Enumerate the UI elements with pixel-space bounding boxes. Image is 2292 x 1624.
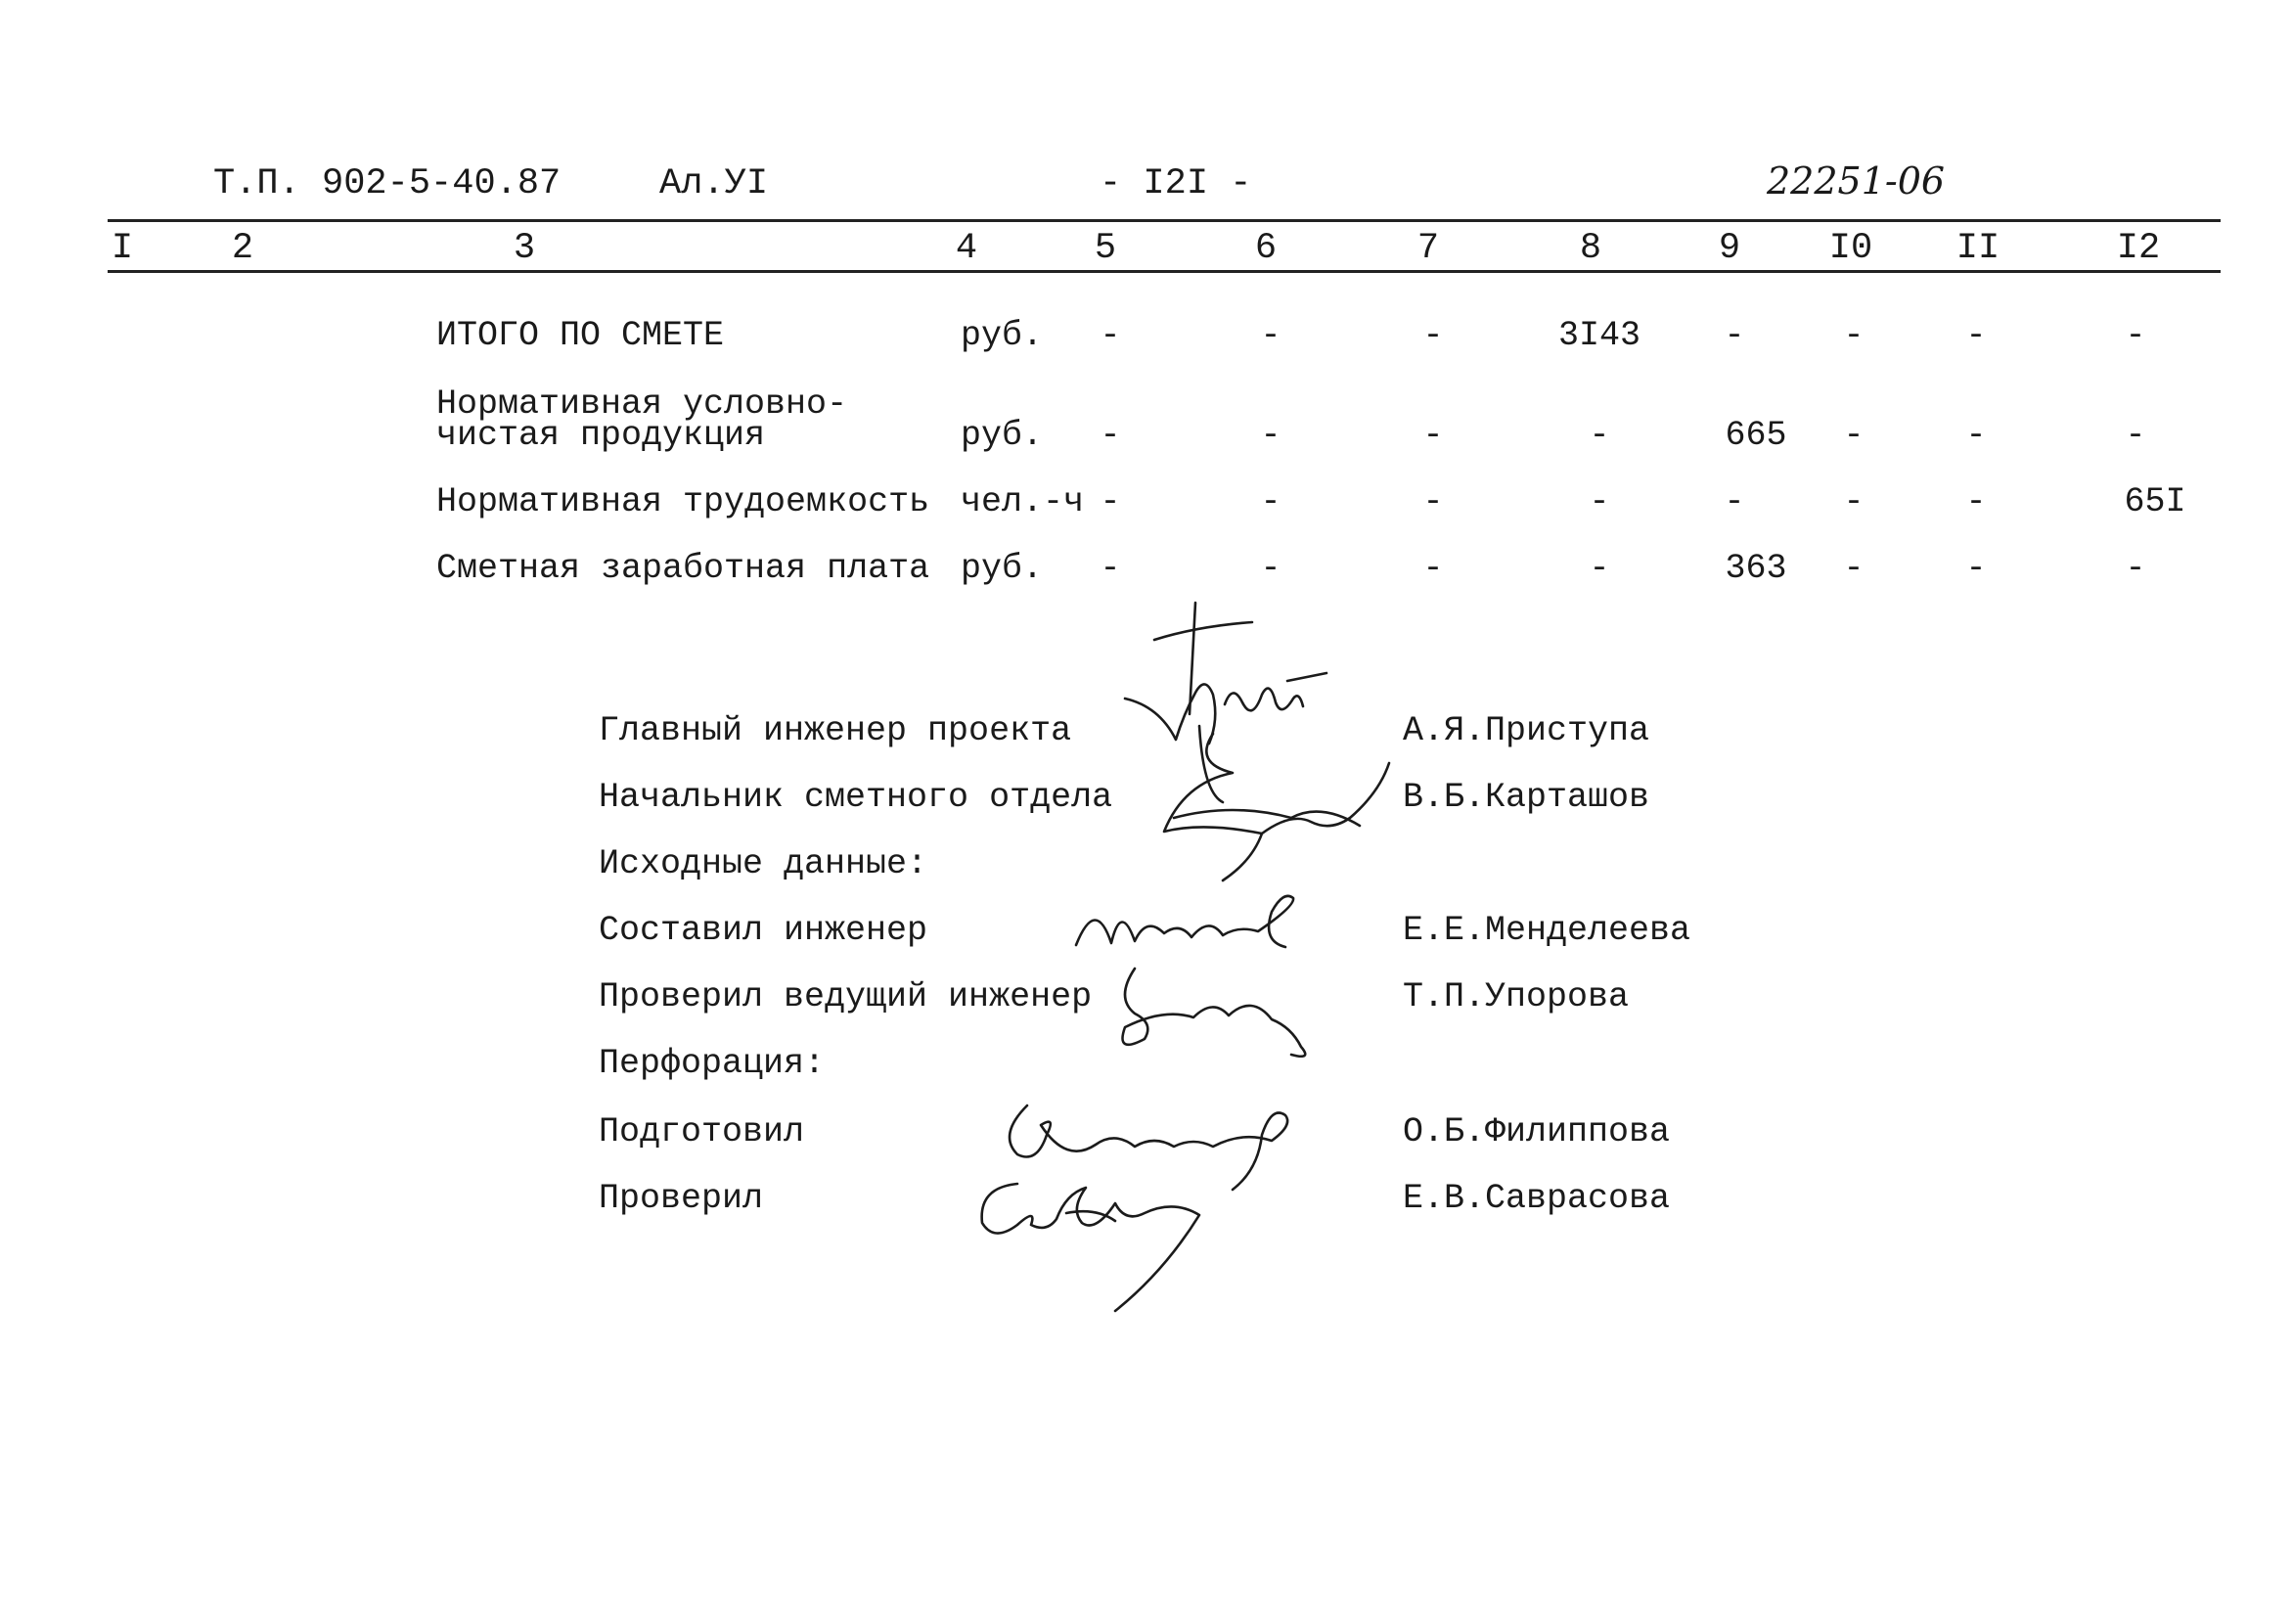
role-prepared-by: Подготовил [599,1112,805,1151]
project-code: Т.П. 902-5-40.87 [213,163,562,204]
column-header-6: 6 [1254,228,1278,269]
table-cell: - [1843,482,1865,521]
column-header-12: I2 [2116,228,2161,269]
table-cell: - [1965,416,1987,455]
table-cell: - [1422,316,1444,355]
row-name-total: ИТОГО ПО СМЕТЕ [436,316,725,355]
table-cell: - [1100,316,1121,355]
row-unit: руб. [961,549,1044,588]
signature-uporova-icon [1105,959,1330,1066]
header-bottom-rule [108,270,2221,273]
role-checked-by: Проверил [599,1179,764,1218]
person-mendeleeva: Е.Е.Менделеева [1403,911,1691,950]
role-checked-lead: Проверил ведущий инженер [599,977,1093,1016]
table-cell: - [1260,416,1281,455]
table-cell: - [1422,549,1444,588]
column-header-8: 8 [1579,228,1602,269]
table-cell: - [2125,549,2146,588]
table-cell: - [1843,549,1865,588]
section-perforation: Перфорация: [599,1044,826,1083]
person-pristupa: А.Я.Приступа [1403,711,1650,750]
table-cell: - [1843,416,1865,455]
table-cell: - [1260,549,1281,588]
column-header-10: I0 [1828,228,1873,269]
column-header-2: 2 [231,228,254,269]
table-cell: - [1965,549,1987,588]
table-cell: - [1260,316,1281,355]
column-header-4: 4 [955,228,978,269]
row-name-line1: Нормативная условно- [436,384,848,424]
row-name-labor: Нормативная трудоемкость [436,482,930,521]
column-header-5: 5 [1094,228,1117,269]
column-header-1: I [111,228,134,269]
table-cell: - [1965,482,1987,521]
table-cell: - [1100,416,1121,455]
table-cell: - [1843,316,1865,355]
row-name-line2: чистая продукция [436,416,766,455]
column-header-9: 9 [1718,228,1741,269]
row-unit: руб. [961,416,1044,455]
role-estimate-head: Начальник сметного отдела [599,778,1113,817]
row-name-wages: Сметная заработная плата [436,549,930,588]
person-uporova: Т.П.Упорова [1403,977,1630,1016]
table-cell: 363 [1725,549,1787,588]
page-number: - I2I - [1100,163,1252,204]
person-savrasova: Е.В.Саврасова [1403,1179,1671,1218]
album-number: Ал.УI [659,163,769,204]
table-cell: - [1422,482,1444,521]
signature-kartashov-icon [1145,724,1418,900]
table-cell: 3I43 [1557,316,1640,355]
signature-savrasova-icon [968,1164,1262,1321]
table-cell: - [1260,482,1281,521]
document-number: 22251-06 [1767,159,1946,203]
table-cell: 665 [1725,416,1787,455]
column-header-3: 3 [513,228,536,269]
table-cell: 65I [2124,482,2186,521]
table-cell: - [1724,316,1745,355]
column-header-11: II [1955,228,2000,269]
column-header-7: 7 [1416,228,1440,269]
table-cell: - [2125,416,2146,455]
table-cell: - [1100,482,1121,521]
row-unit: чел.-ч [961,482,1085,521]
person-kartashov: В.Б.Карташов [1403,778,1650,817]
person-filippova: О.Б.Филиппова [1403,1112,1671,1151]
role-compiled-by: Составил инженер [599,911,928,950]
table-cell: - [1422,416,1444,455]
table-cell: - [2125,316,2146,355]
table-cell: - [1724,482,1745,521]
table-cell: - [1965,316,1987,355]
section-source-data: Исходные данные: [599,844,928,883]
row-unit: руб. [961,316,1044,355]
table-cell: - [1589,549,1610,588]
table-cell: - [1589,416,1610,455]
table-cell: - [1589,482,1610,521]
top-rule [108,219,2221,222]
table-cell: - [1100,549,1121,588]
role-chief-engineer: Главный инженер проекта [599,711,1072,750]
